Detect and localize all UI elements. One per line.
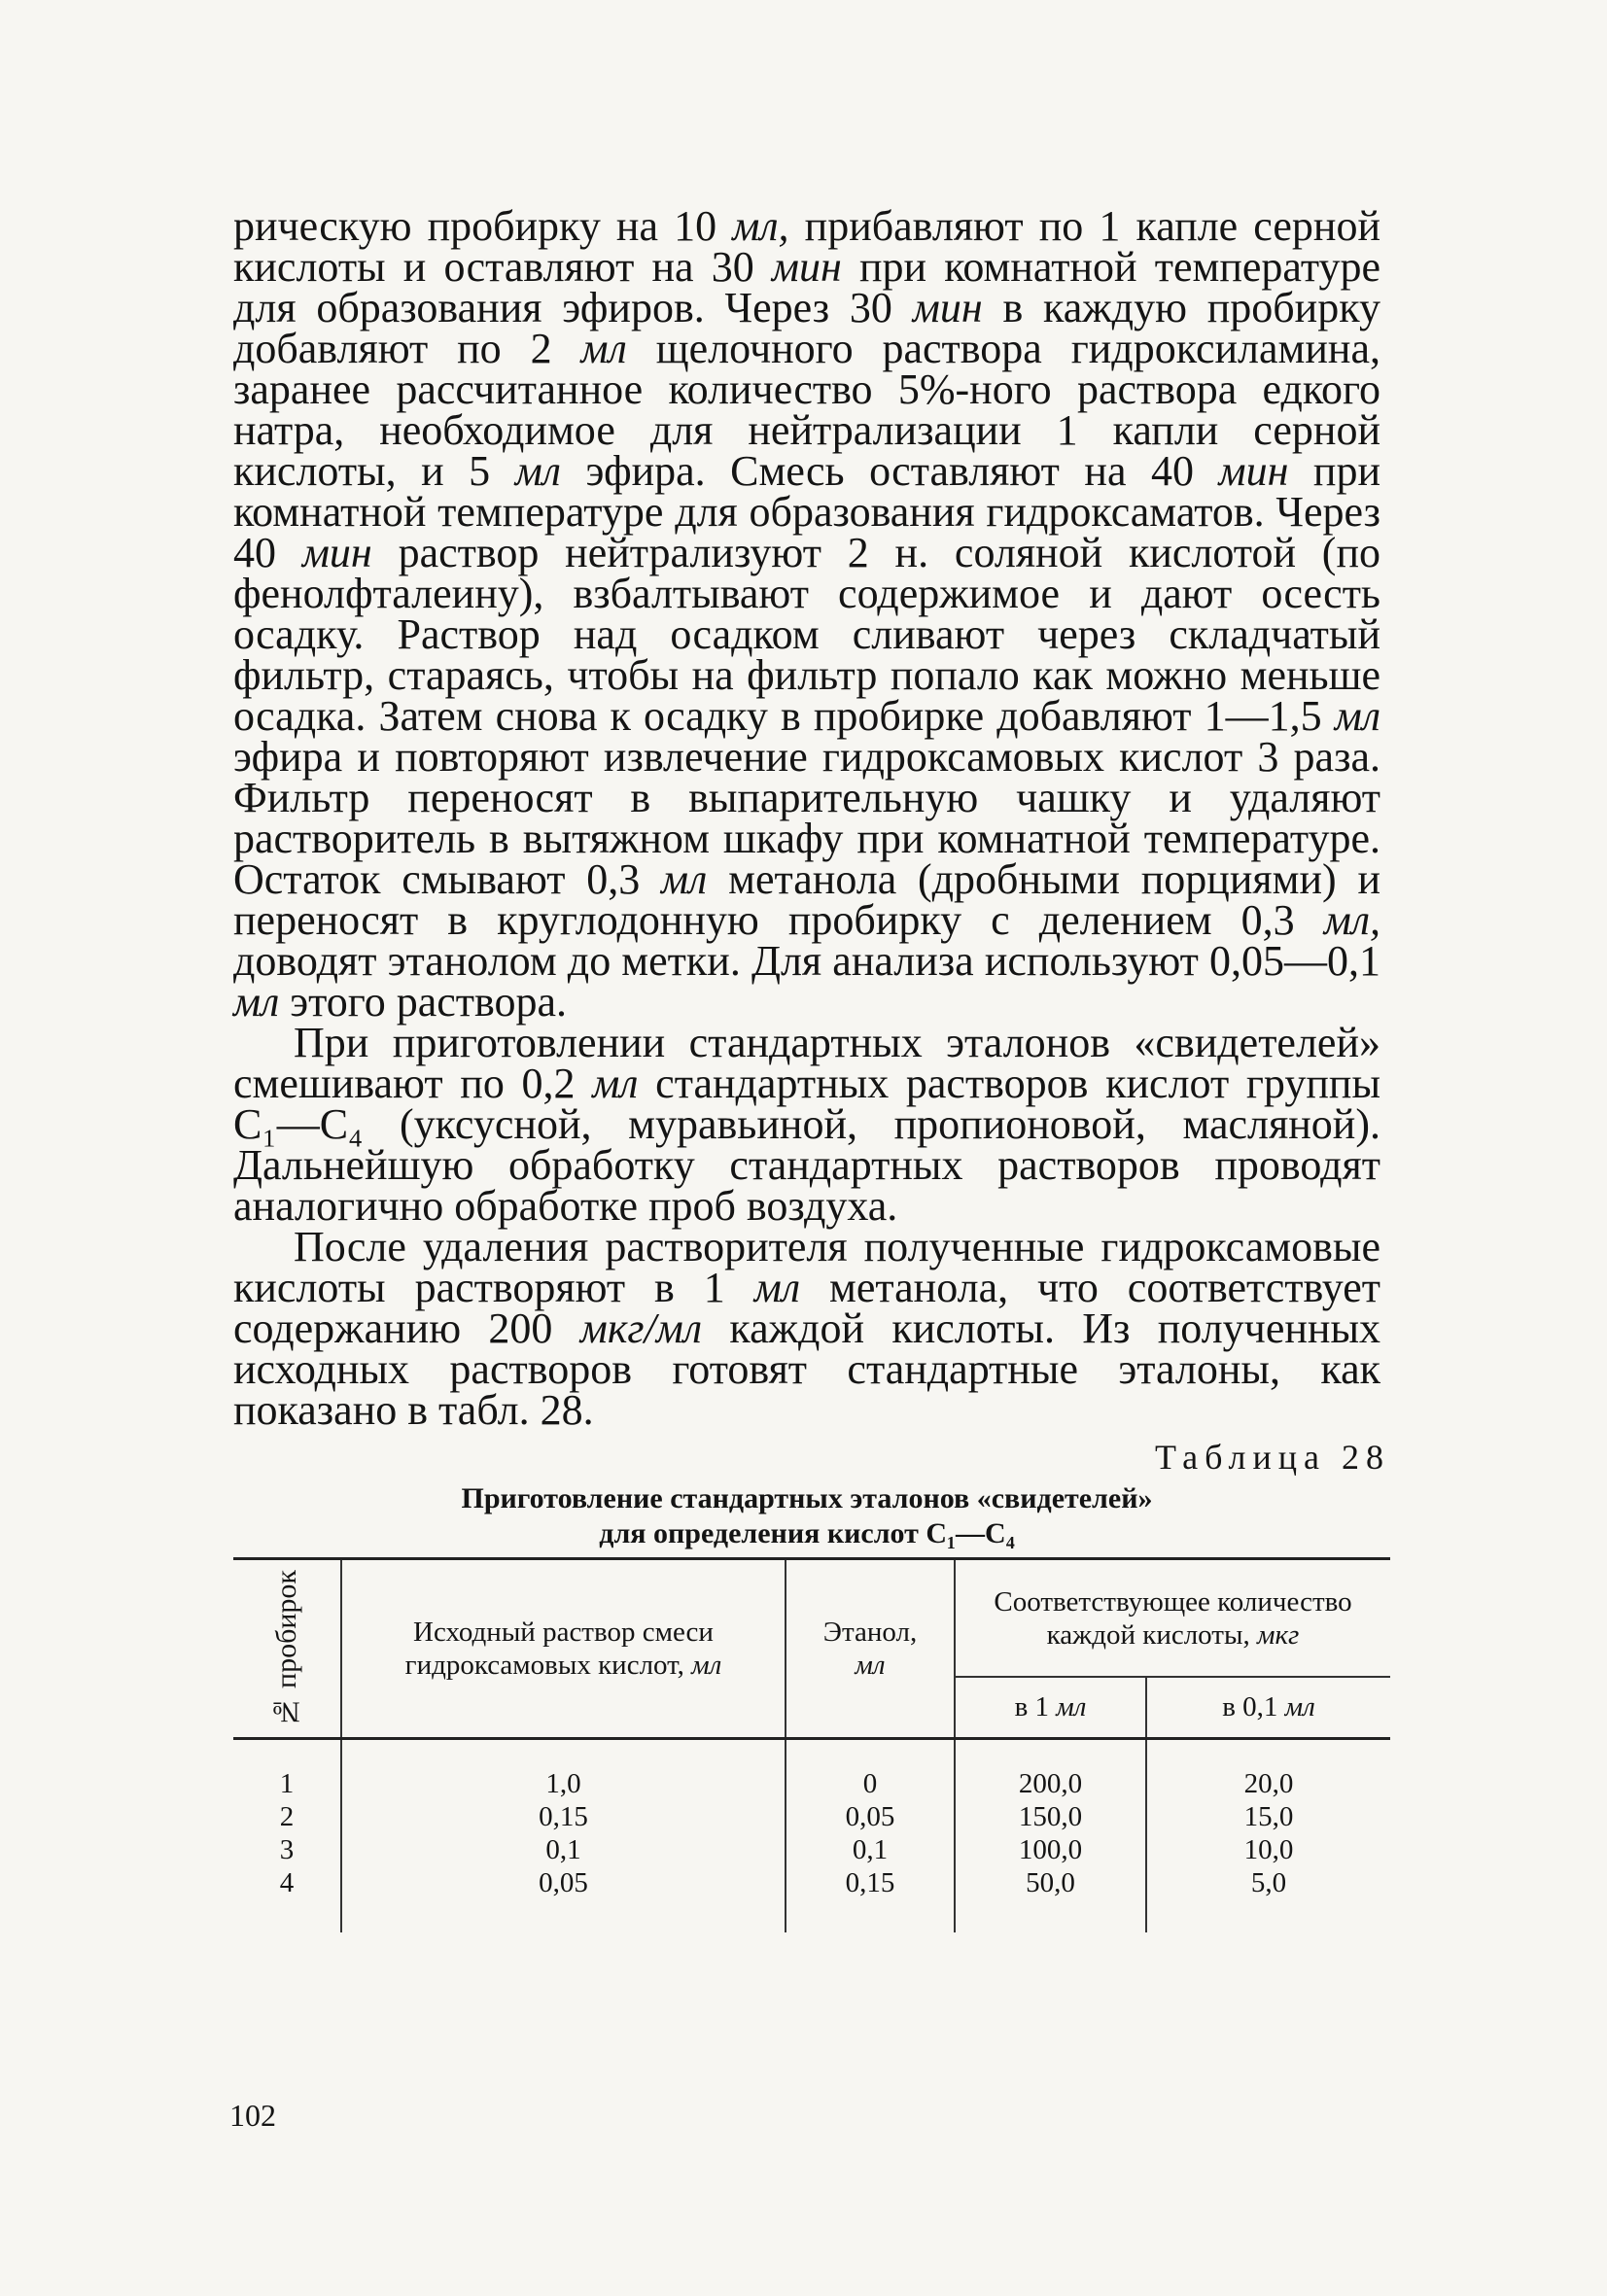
table-cell: 5,0 (1250, 1867, 1287, 1898)
unit-text: мин (771, 243, 842, 291)
unit-text: мин (912, 284, 983, 331)
body-text: при комнатной температуре для образования гидроксаматов. Через 40 (233, 447, 1381, 576)
unit-text: мл (514, 447, 561, 495)
column-source-values (341, 1739, 786, 1933)
body-text: при комнатной температуре для образования эфиров. Через 30 (233, 243, 1380, 331)
body-text: каждой кислоты. Из полученных исходных растворов готовят стандартные эталоны, как показано в табл. 28. (233, 1305, 1381, 1434)
header-source-solution: Исходный раствор смеси гидроксамовых кислот, мл (341, 1559, 786, 1739)
body-text: метанола, что соответствует содержанию 200 (233, 1264, 1380, 1352)
column-per-01ml-values (1146, 1739, 1390, 1933)
body-text: этого раствора. (279, 978, 568, 1026)
table-cell: 50,0 (1026, 1867, 1075, 1898)
unit-text: мл (1334, 692, 1380, 740)
paragraph-2 (233, 1019, 1381, 1230)
table-cell: 0 (862, 1768, 878, 1799)
body-text: раствор нейтрализуют 2 н. соляной кислотой (по фенолфталеину), взбалтывают содержимое и дают осесть осадку. Раствор над осадком сливают через складчатый фильтр, стараясь, чтобы на фильтр попало как можно меньше осадка. Затем снова к осадку в пробирке добавляют 1—1,5 (233, 529, 1381, 740)
body-text: рическую пробирку на 10 (233, 202, 733, 250)
table-cell: 0,15 (539, 1801, 588, 1832)
unit-text: мл, (732, 202, 789, 250)
column-per-1ml-values (955, 1739, 1146, 1933)
paragraph-1 (233, 202, 1381, 1026)
data-table (233, 1557, 1390, 1932)
table-cell: 200,0 (1018, 1768, 1083, 1799)
table-cell: 0,1 (545, 1834, 581, 1865)
header-acid-amount: Соответствующее количество каждой кислоты, мкг (955, 1559, 1390, 1678)
body-text: щелочного раствора гидроксиламина, заранее рассчитанное количество 5%-ного раствора едкого натра, необходимое для нейтрализации 1 капли серной кислоты, и 5 (233, 325, 1380, 495)
body-text: прибавляют по 1 капле серной кислоты и оставляют на 30 (233, 202, 1380, 291)
unit-text: мл (233, 978, 280, 1026)
table-cell: 3 (279, 1834, 295, 1865)
page-number: 102 (229, 2098, 276, 2133)
header-ethanol: Этанол, мл (786, 1559, 955, 1739)
table-cell: 15,0 (1243, 1801, 1294, 1832)
table-title-line-2: для определения кислот C₁—C₄ (599, 1517, 1015, 1549)
unit-text: мл (592, 1060, 639, 1107)
table-cell: 100,0 (1018, 1834, 1083, 1865)
body-text: доводят этанолом до метки. Для анализа используют 0,05—0,1 (233, 937, 1380, 985)
body-text: метанола (дробными порциями) и переносят в круглодонную пробирку с делением 0,3 (233, 855, 1380, 944)
body-text: эфира. Смесь оставляют на 40 (560, 447, 1219, 495)
table-cell: 2 (279, 1801, 295, 1832)
table-cell: 4 (279, 1867, 295, 1898)
header-tube-number: № пробирок (233, 1559, 341, 1739)
unit-text: мкг/мл (579, 1305, 703, 1352)
column-tube-numbers (233, 1739, 341, 1933)
table-cell: 0,15 (845, 1867, 895, 1898)
paragraph-3 (233, 1223, 1381, 1434)
header-per-01ml: в 0,1 мл (1146, 1677, 1390, 1738)
table-cell: 10,0 (1243, 1834, 1294, 1865)
table-cell: 0,05 (845, 1801, 895, 1832)
unit-text: мл, (1323, 896, 1380, 944)
table-title-line-1: Приготовление стандартных эталонов «свидетелей» (461, 1482, 1153, 1514)
body-text: в каждую пробирку добавляют по 2 (233, 284, 1380, 372)
unit-text: мл (753, 1264, 801, 1311)
body-text: После удаления растворителя полученные гидроксамовые кислоты растворяют в 1 (233, 1223, 1380, 1311)
body-text: При приготовлении стандартных эталонов «свидетелей» смешивают по 0,2 (233, 1019, 1380, 1107)
unit-text: мин (1218, 447, 1289, 495)
table-cell: 20,0 (1243, 1768, 1294, 1799)
header-per-1ml: в 1 мл (955, 1677, 1146, 1738)
table-cell: 1,0 (545, 1768, 581, 1799)
column-ethanol-values (786, 1739, 955, 1933)
table-cell: 0,05 (539, 1867, 588, 1898)
unit-text: мин (301, 529, 372, 576)
body-text: эфира и повторяют извлечение гидроксамовых кислот 3 раза. Фильтр переносят в выпарительную чашку и удаляют растворитель в вытяжном шкафу при комнатной температуре. Остаток смывают 0,3 (233, 733, 1380, 903)
page-content (233, 202, 1390, 1932)
body-text: стандартных растворов кислот группы C₁—C₄ (уксусной, муравьиной, пропионовой, масляной). Дальнейшую обработку стандартных растворов проводят аналогично обработке проб воздуха. (233, 1060, 1381, 1230)
table-cell: 150,0 (1018, 1801, 1083, 1832)
table-cell: 0,1 (852, 1834, 889, 1865)
table-label: Таблица 28 (1155, 1438, 1390, 1477)
table-title (233, 1481, 1380, 1551)
table-cell: 1 (279, 1768, 295, 1799)
unit-text: мл (661, 855, 708, 903)
unit-text: мл (580, 325, 627, 372)
